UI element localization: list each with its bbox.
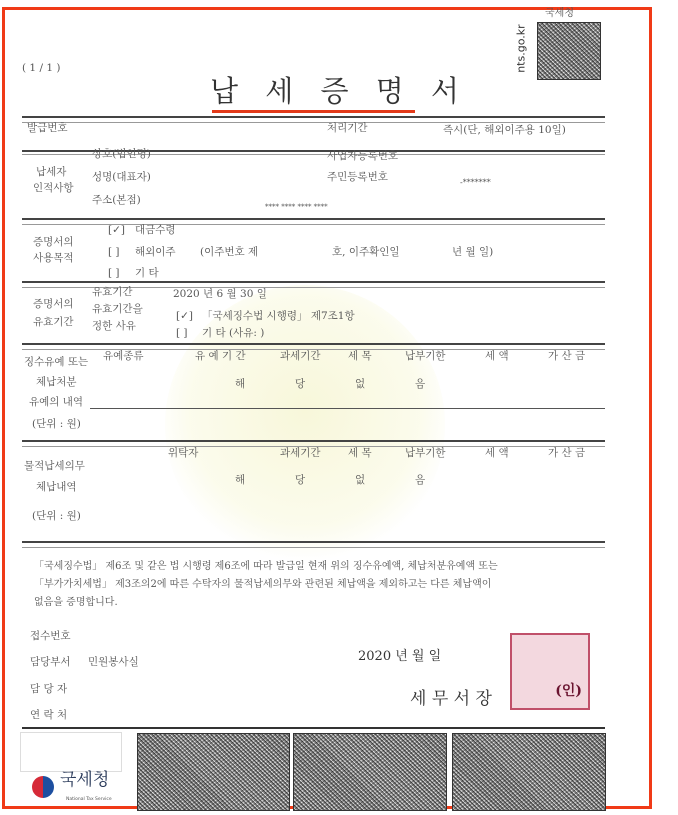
seal-text: (인) xyxy=(555,683,582,700)
logo-name: 국세청 xyxy=(60,770,110,790)
section-label: 물적납세의무 xyxy=(24,460,85,472)
staff-label: 담 당 자 xyxy=(30,683,68,695)
section-label: 징수유예 또는 xyxy=(24,356,89,368)
reason-option: 「국세징수법 시행령」 제7조1항 xyxy=(202,310,355,322)
official-seal xyxy=(510,633,590,710)
address-label: 주소(본점) xyxy=(92,194,141,206)
column-header: 세 액 xyxy=(485,350,509,362)
page-title: 납 세 증 명 서 xyxy=(210,74,468,108)
taxpayer-label: 납세자 xyxy=(36,166,67,178)
purpose-option: 대금수령 xyxy=(135,224,176,236)
column-header: 유예종류 xyxy=(103,350,144,362)
column-header: 가 산 금 xyxy=(548,350,586,362)
none-text: 음 xyxy=(415,378,426,390)
column-header: 납부기한 xyxy=(405,447,446,459)
dept-label: 담당부서 xyxy=(30,656,71,668)
column-header: 납부기한 xyxy=(405,350,446,362)
2d-barcode xyxy=(452,733,606,811)
issuer-title: 세 무 서 장 xyxy=(410,689,492,709)
reason-option: 기 타 (사유: ) xyxy=(202,327,265,339)
column-header: 세 액 xyxy=(485,447,509,459)
nts-logo-icon xyxy=(32,776,54,798)
emigration-detail: (이주번호 제 xyxy=(200,246,259,258)
biz-no-label: 사업자등록번호 xyxy=(327,150,399,162)
issue-no-label: 발급번호 xyxy=(27,122,68,134)
none-text: 당 xyxy=(295,378,306,390)
qr-url: nts.go.kr xyxy=(514,24,528,73)
column-header: 유 예 기 간 xyxy=(195,350,246,362)
purpose-checkbox[interactable]: [ ] xyxy=(108,267,120,279)
period-label: 유효기간 xyxy=(92,286,133,298)
purpose-label: 사용목적 xyxy=(33,252,74,264)
column-header: 세 목 xyxy=(348,350,372,362)
purpose-label: 증명서의 xyxy=(33,236,74,248)
contact-label: 연 락 처 xyxy=(30,709,68,721)
none-text: 해 xyxy=(235,378,246,390)
reason-label: 유효기간을 xyxy=(92,303,143,315)
column-header: 세 목 xyxy=(348,447,372,459)
purpose-checkbox[interactable]: [ ] xyxy=(108,246,120,258)
none-text: 해 xyxy=(235,474,246,486)
issue-date: 2020 년 월 일 xyxy=(358,649,442,664)
column-header: 가 산 금 xyxy=(548,447,586,459)
resident-no-label: 주민등록번호 xyxy=(327,171,388,183)
unit-label: (단위 : 원) xyxy=(32,510,81,522)
qr-brand: 국세청 xyxy=(545,8,574,19)
page-indicator: ( 1 / 1 ) xyxy=(22,62,61,74)
blank-box xyxy=(20,732,122,772)
none-text: 없 xyxy=(355,378,366,390)
reason-label: 정한 사유 xyxy=(92,320,136,332)
divider xyxy=(22,440,605,447)
emigration-detail: 년 월 일) xyxy=(452,246,494,258)
validity-label: 유효기간 xyxy=(33,316,74,328)
divider xyxy=(90,408,605,409)
logo-sub: National Tax Service xyxy=(66,797,112,802)
purpose-option: 기 타 xyxy=(135,267,159,279)
taxpayer-label: 인적사항 xyxy=(33,182,74,194)
title-underline xyxy=(212,110,415,113)
divider xyxy=(22,541,605,548)
divider xyxy=(22,116,605,123)
dept-value: 민원봉사실 xyxy=(88,656,139,668)
qr-pattern xyxy=(537,22,601,80)
receipt-label: 접수번호 xyxy=(30,630,71,642)
statement-line: 「부가가치세법」 제3조의2에 따른 수탁자의 물적납세의무와 관련된 체납액을 제외하고는 다른 체납액이 xyxy=(34,579,492,590)
column-header: 위탁자 xyxy=(168,447,199,459)
processing-value: 즉시(단, 해외이주용 10일) xyxy=(443,124,566,136)
2d-barcode xyxy=(137,733,290,811)
statement-line: 「국세징수법」 제6조 및 같은 법 시행령 제6조에 따라 발급일 현재 위의 징수유예액, 체납처분유예액 또는 xyxy=(34,561,498,572)
validity-label: 증명서의 xyxy=(33,298,74,310)
processing-label: 처리기간 xyxy=(327,122,368,134)
statement-line: 없음을 증명합니다. xyxy=(34,597,118,608)
unit-label: (단위 : 원) xyxy=(32,418,81,430)
none-text: 음 xyxy=(415,474,426,486)
section-label: 유예의 내역 xyxy=(29,396,84,408)
address-value: **** **** **** **** xyxy=(265,203,328,211)
divider xyxy=(22,727,605,729)
column-header: 과세기간 xyxy=(280,447,321,459)
divider xyxy=(22,343,605,350)
section-label: 체납내역 xyxy=(36,481,77,493)
company-label: 상호(법인명) xyxy=(92,148,151,160)
period-value: 2020 년 6 월 30 일 xyxy=(173,288,267,300)
section-label: 체납처분 xyxy=(36,376,77,388)
reason-checkbox[interactable]: [✓] xyxy=(176,310,193,322)
none-text: 없 xyxy=(355,474,366,486)
purpose-checkbox[interactable]: [✓] xyxy=(108,224,125,236)
name-label: 성명(대표자) xyxy=(92,171,151,183)
resident-no-value: -******* xyxy=(460,178,491,187)
none-text: 당 xyxy=(295,474,306,486)
column-header: 과세기간 xyxy=(280,350,321,362)
reason-checkbox[interactable]: [ ] xyxy=(176,327,188,339)
emigration-detail: 호, 이주확인일 xyxy=(332,246,400,258)
2d-barcode xyxy=(293,733,447,811)
purpose-option: 해외이주 xyxy=(135,246,176,258)
